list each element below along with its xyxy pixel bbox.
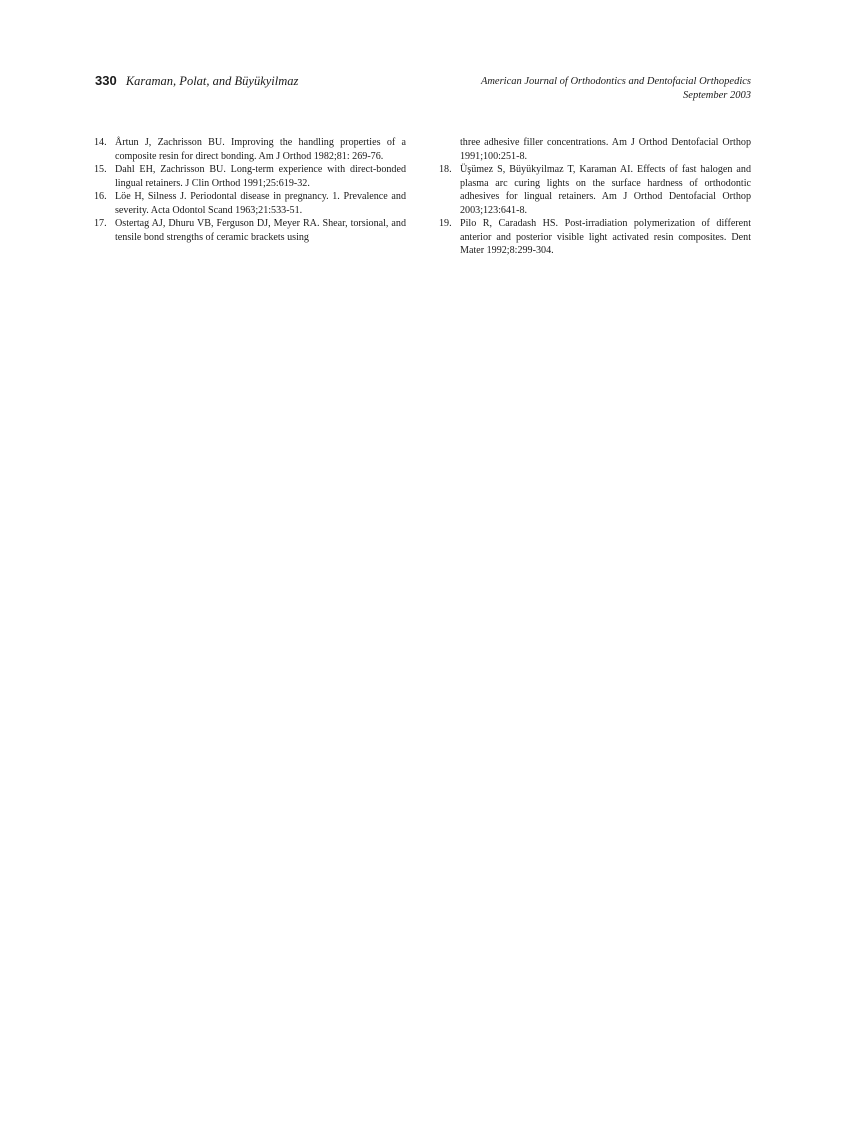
reference-number: 15.: [94, 164, 107, 175]
reference-number: 17.: [94, 218, 107, 229]
reference-item: [94, 190, 406, 217]
page-number: 330: [95, 73, 117, 88]
reference-continuation: three adhesive filler concentrations. Am J Orthod Dentofacial Orthop 1991;100:251-8.: [460, 137, 751, 162]
issue-date: September 2003: [683, 89, 751, 101]
header-right: [481, 75, 751, 102]
reference-item: [439, 217, 751, 258]
running-header: [95, 73, 751, 107]
reference-number: 14.: [94, 137, 107, 148]
reference-item: [94, 163, 406, 190]
reference-text: Üşümez S, Büyükyilmaz T, Karaman AI. Effects of fast halogen and plasma arc curing lights on the surface hardness of orthodontic adhesives for lingual retainers. Am J Orthod Dentofacial Orthop 2003;123:641-8.: [460, 164, 751, 216]
header-left: [95, 73, 298, 89]
reference-number: 18.: [439, 164, 452, 175]
reference-number: 16.: [94, 191, 107, 202]
running-authors: Karaman, Polat, and Büyükyilmaz: [125, 74, 299, 88]
reference-number: 19.: [439, 218, 452, 229]
references-left-column: [94, 136, 406, 244]
journal-title: American Journal of Orthodontics and Dentofacial Orthopedics: [480, 76, 751, 87]
references-right-column: [439, 136, 751, 258]
reference-item: [94, 136, 406, 163]
reference-text: Dahl EH, Zachrisson BU. Long-term experience with direct-bonded lingual retainers. J Clin Orthod 1991;25:619-32.: [115, 164, 406, 189]
reference-text: Årtun J, Zachrisson BU. Improving the handling properties of a composite resin for direct bonding. Am J Orthod 1982;81: 269-76.: [115, 137, 406, 162]
reference-item: [439, 163, 751, 217]
reference-text: Pilo R, Caradash HS. Post-irradiation polymerization of different anterior and posterior visible light activated resin composites. Dent Mater 1992;8:299-304.: [460, 218, 751, 256]
reference-text: Ostertag AJ, Dhuru VB, Ferguson DJ, Meyer RA. Shear, torsional, and tensile bond strengths of ceramic brackets using: [115, 218, 406, 243]
reference-item: [94, 217, 406, 244]
reference-text: Löe H, Silness J. Periodontal disease in pregnancy. 1. Prevalence and severity. Acta Odontol Scand 1963;21:533-51.: [115, 191, 406, 216]
